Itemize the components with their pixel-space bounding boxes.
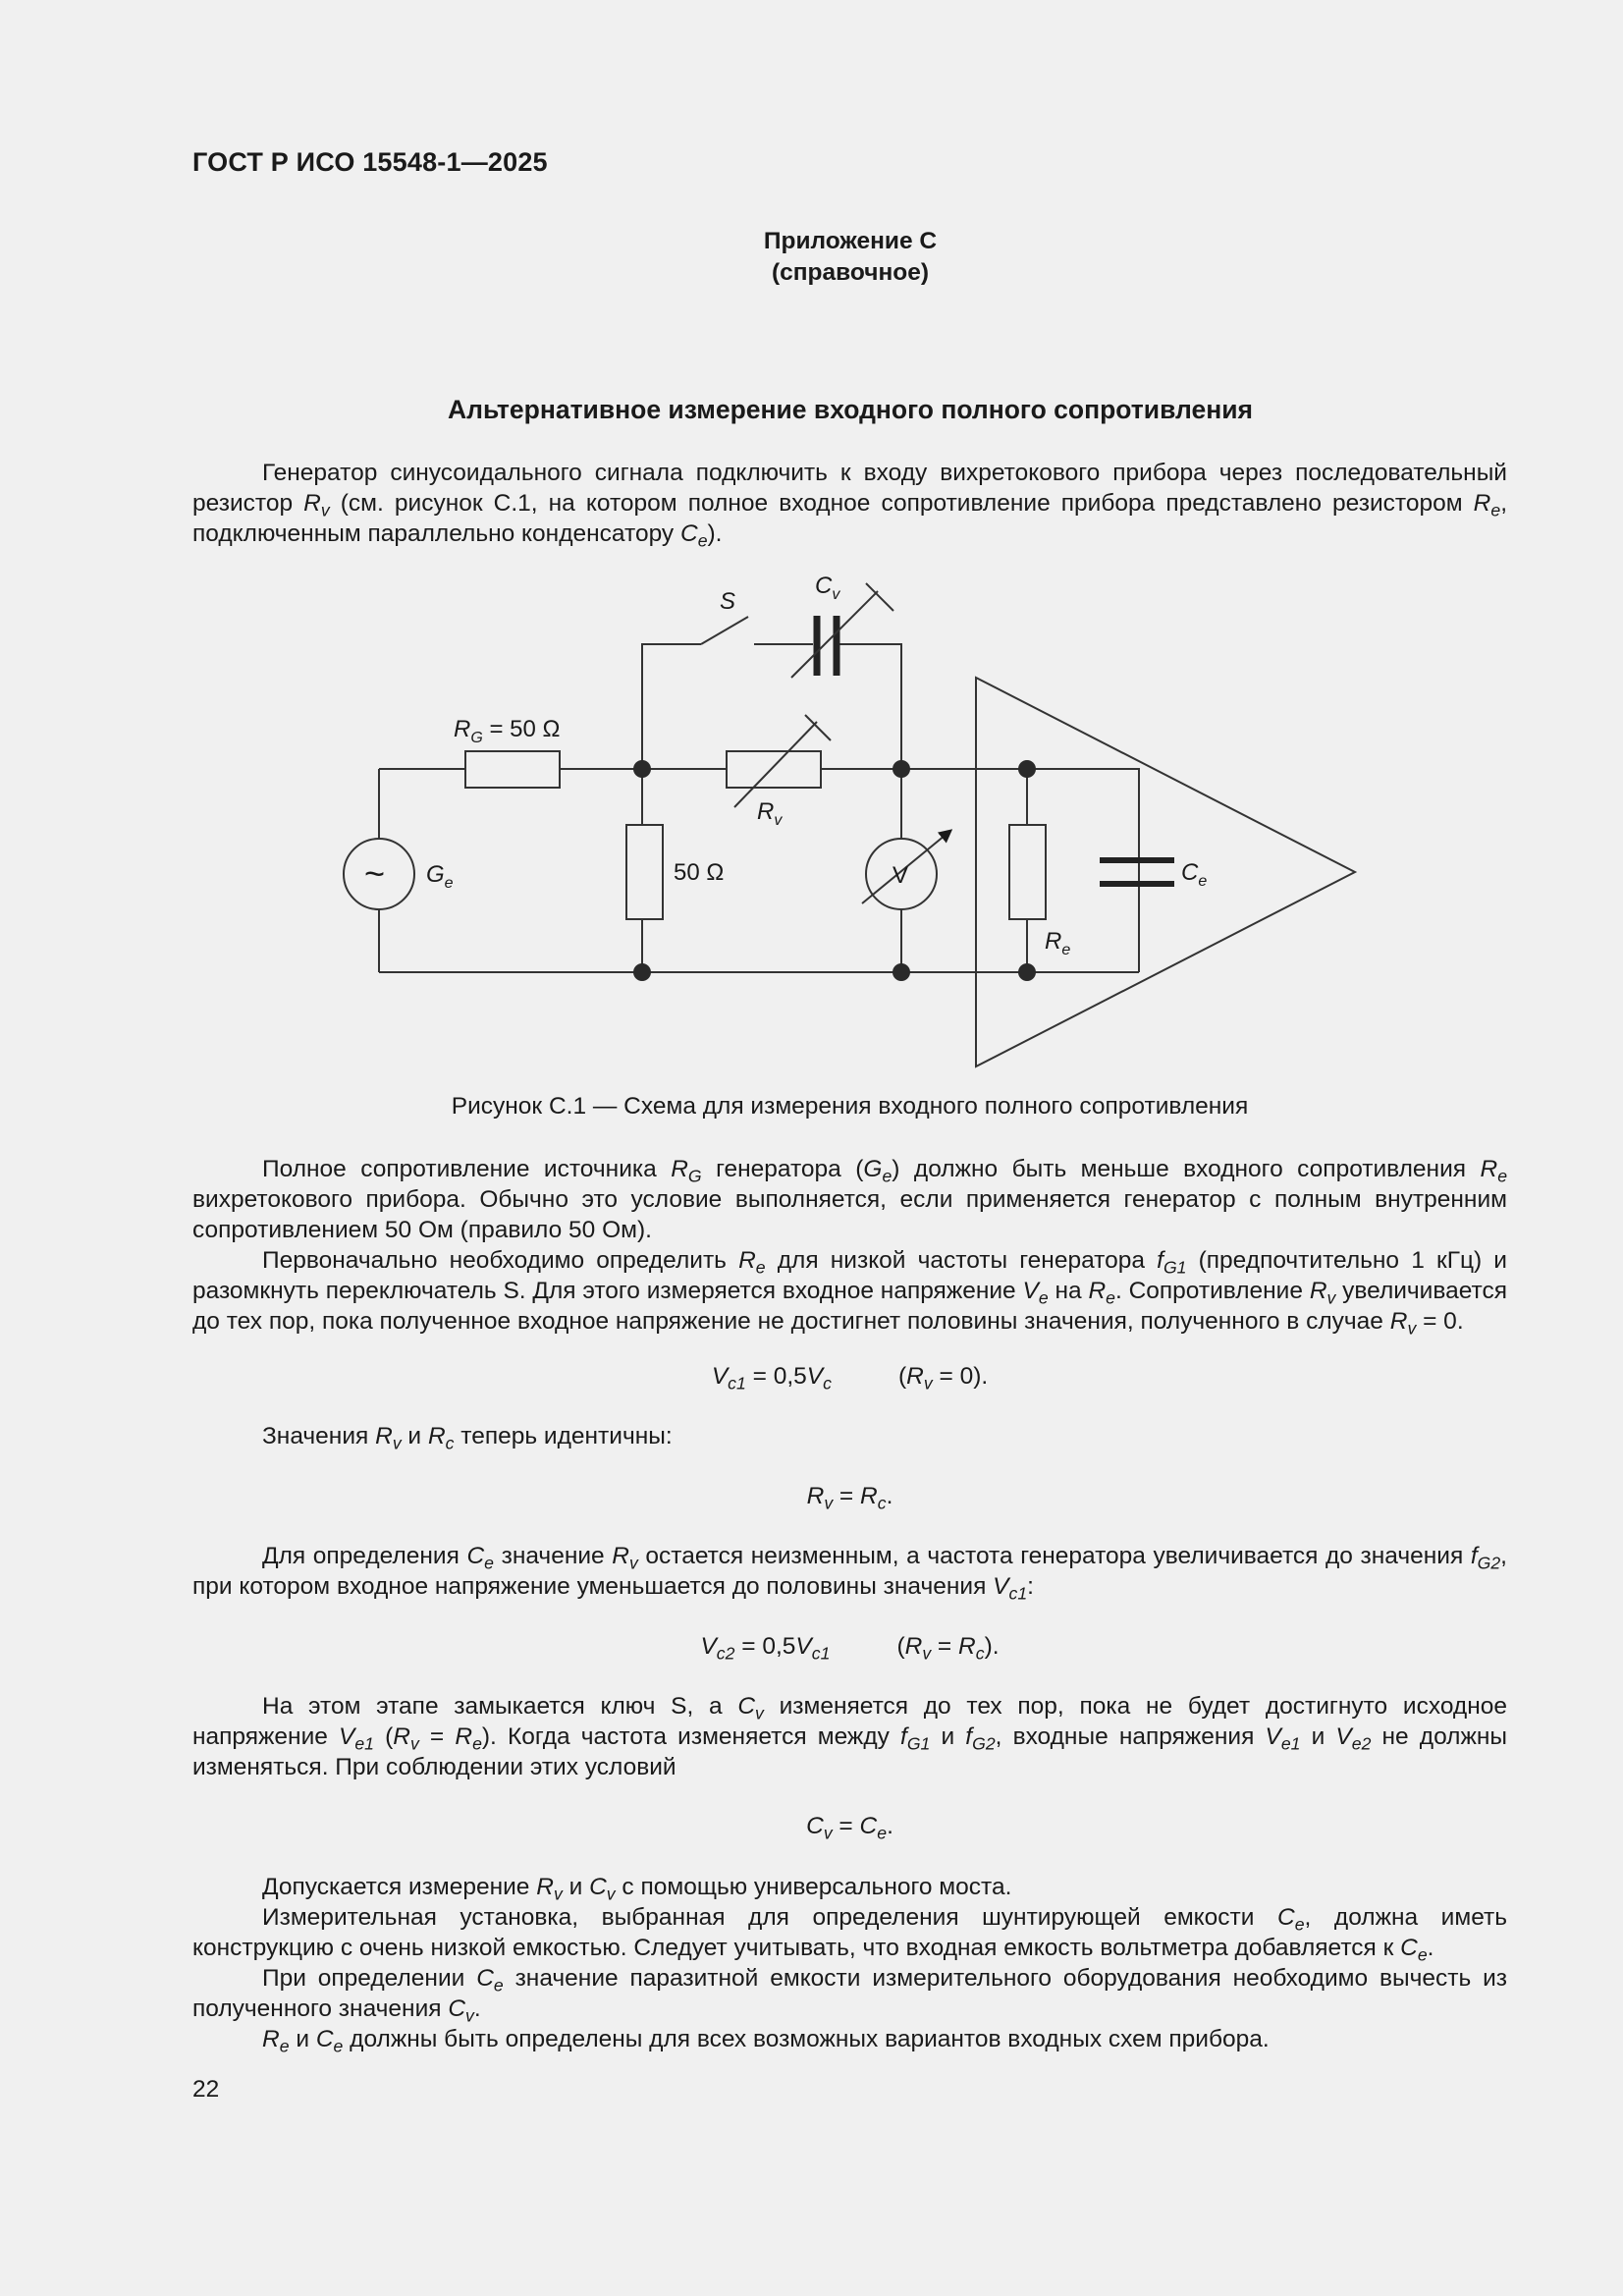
formula-2: $R_v = R_c$. [806,1483,893,1513]
formula-3: $V_{c2} = 0,5V_{c1}$ $(R_v = R_c)$. [700,1633,1000,1664]
resistor-rv [727,751,821,788]
label-re: $R_e$ [1045,928,1071,958]
appendix-title: Приложение С [763,228,938,254]
wire-switch-cap [754,644,901,769]
paragraph-5: На этом этапе замыкается ключ S, а $C_v$ изменяется до тех пор, пока не будет достигнуто исходное напряжение $V_{e1}$ $(R_v = R_e)$. Когда частота изменяется между $f_{G1}$ и $f_{G2}$, входные напряжения $V_{e1}$ и $V_{e2}$ не должны изменяться. При соблюдении этих условий [192,1693,1508,1780]
label-cv: $C_v$ [815,573,840,603]
circuit-diagram [0,0,1623,1080]
paragraph-3: Значения $R_v$ и $R_c$ теперь идентичны: [262,1423,673,1453]
formula-1: $V_{c1} = 0,5V_c$ $(R_v = 0)$. [711,1363,989,1394]
label-s: S [720,588,736,615]
paragraph-9: $R_e$ и $C_e$ должны быть определены для всех возможных вариантов входных схем прибора. [262,2026,1270,2056]
figure-caption: Рисунок С.1 — Схема для измерения входного полного сопротивления [451,1093,1249,1120]
rv-variable-arrow [734,722,817,807]
label-ce: $C_e$ [1181,859,1208,890]
amplifier-triangle [976,678,1355,1066]
document-header: ГОСТ Р ИСО 15548-1—2025 [192,147,548,177]
paragraph-6: Допускается измерение $R_v$ и $C_v$ с помощью универсального моста. [262,1874,1012,1904]
body-text-4 [192,1691,1507,1782]
paragraph-4: Для определения $C_e$ значение $R_v$ остается неизменным, а частота генератора увеличивается до значения $f_{G2}$, при котором входное напряжение уменьшается до половины значения $V_{c1}$: [192,1543,1507,1604]
formula-4: $C_v = C_e$. [806,1813,893,1843]
section-title: Альтернативное измерение входного полного сопротивления [448,395,1253,424]
intro-paragraph: Генератор синусоидального сигнала подключить к входу вихретокового прибора через последовательный резистор $R_v$ (см. рисунок С.1, на котором полное входное сопротивление прибора представлено резистором $R_e$, подключенным параллельно конденсатору $C_e$). [192,460,1507,551]
wire-switch [642,644,701,769]
body-text-2 [192,1421,1507,1451]
page-number: 22 [192,2076,220,2103]
resistor-re [1009,825,1046,919]
label-voltmeter: V [893,862,909,889]
label-50-ohm: 50 Ω [674,859,725,886]
paragraph-2: Первоначально необходимо определить $R_e$ для низкой частоты генератора $f_{G1}$ (предпочтительно 1 кГц) и разомкнуть переключатель S. Для этого измеряется входное напряжение $V_e$ на $R_e$. Сопротивление $R_v$ увеличивается до тех пор, пока полученное входное напряжение не достигнет половины значения, полученного в случае $R_v = 0$. [192,1247,1508,1339]
label-rg: $R_G = 50$ Ω [454,716,561,746]
paragraph-8: При определении $C_e$ значение паразитной емкости измерительного оборудования необходимо вычесть из полученного значения $C_v$. [192,1965,1507,2026]
body-text-3 [192,1541,1507,1602]
resistor-rg [465,751,560,788]
body-text-1 [192,1154,1507,1337]
paragraph-1: Полное сопротивление источника $R_G$ генератора $(G_e)$ должно быть меньше входного сопротивления $R_e$ вихретокового прибора. Обычно это условие выполняется, если применяется генератор с полным внутренним сопротивлением 50 Ом (правило 50 Ом). [192,1156,1508,1243]
resistor-50 [626,825,663,919]
label-ge: $G_e$ [426,861,454,892]
paragraph-7: Измерительная установка, выбранная для определения шунтирующей емкости $C_e$, должна иметь конструкцию с очень низкой емкостью. Следует учитывать, что входная емкость вольтметра добавляется к $C_e$. [192,1904,1507,1965]
appendix-subtitle: (справочное) [771,259,930,286]
label-rv: $R_v$ [757,798,783,829]
switch-blade [701,617,748,644]
generator-tilde: ~ [364,853,386,894]
body-text-5 [192,1872,1507,2054]
